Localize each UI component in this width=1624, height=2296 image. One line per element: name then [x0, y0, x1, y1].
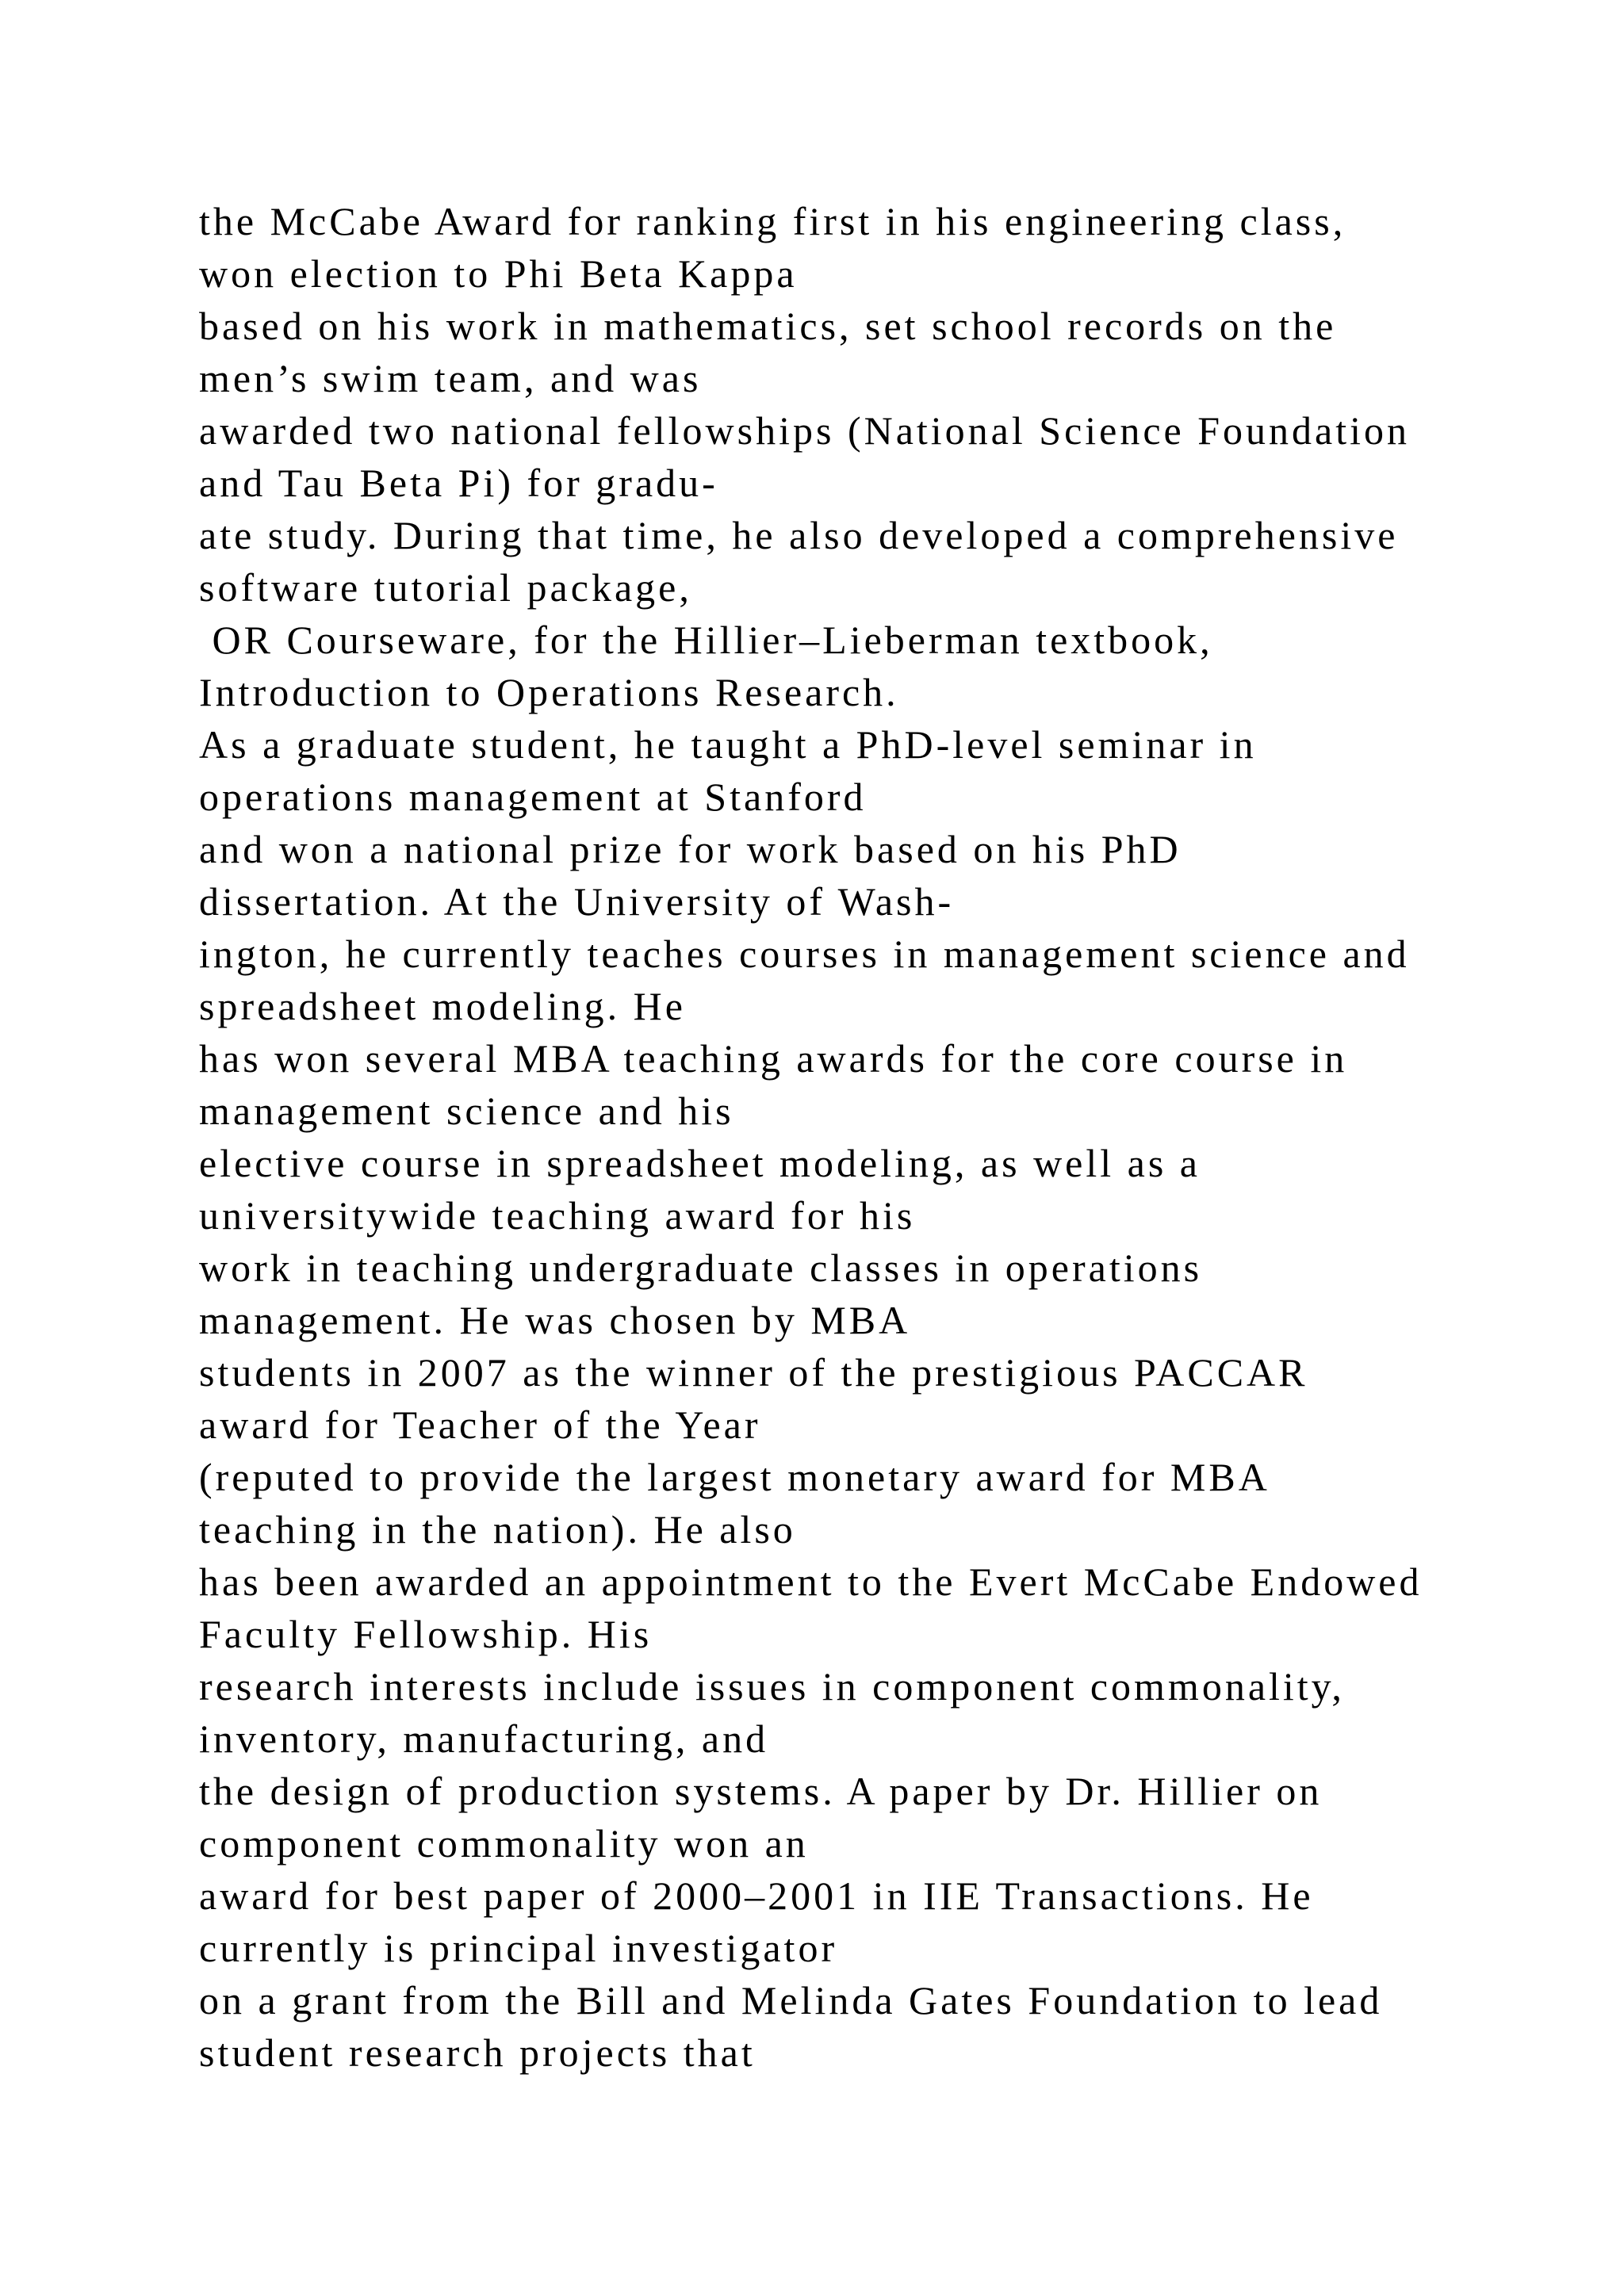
- text-line: inventory, manufacturing, and: [199, 1716, 769, 1761]
- text-line: men’s swim team, and was: [199, 356, 702, 400]
- text-line: student research projects that: [199, 2030, 756, 2075]
- text-line: research interests include issues in component commonality,: [199, 1664, 1345, 1709]
- text-line: students in 2007 as the winner of the prestigious PACCAR: [199, 1350, 1308, 1395]
- text-line: OR Courseware, for the Hillier–Lieberman textbook,: [199, 618, 1213, 662]
- text-line: won election to Phi Beta Kappa: [199, 251, 798, 296]
- text-line: management science and his: [199, 1089, 734, 1133]
- text-line: universitywide teaching award for his: [199, 1193, 916, 1238]
- text-line: (reputed to provide the largest monetary award for MBA: [199, 1455, 1270, 1499]
- text-line: teaching in the nation). He also: [199, 1507, 796, 1552]
- text-line: As a graduate student, he taught a PhD-level seminar in: [199, 722, 1257, 767]
- text-line: award for best paper of 2000–2001 in IIE Transactions. He: [199, 1873, 1314, 1918]
- text-line: ate study. During that time, he also developed a comprehensive: [199, 513, 1399, 557]
- text-line: has been awarded an appointment to the Evert McCabe Endowed: [199, 1559, 1423, 1604]
- text-line: elective course in spreadsheet modeling, as well as a: [199, 1141, 1201, 1185]
- text-line: and won a national prize for work based on his PhD: [199, 827, 1182, 871]
- text-line: based on his work in mathematics, set school records on the: [199, 304, 1337, 348]
- text-line: component commonality won an: [199, 1821, 809, 1866]
- text-line: Faculty Fellowship. His: [199, 1612, 653, 1656]
- text-line: award for Teacher of the Year: [199, 1402, 761, 1447]
- text-line: ington, he currently teaches courses in management science and: [199, 932, 1410, 976]
- text-line: the design of production systems. A paper by Dr. Hillier on: [199, 1769, 1323, 1813]
- text-line: dissertation. At the University of Wash-: [199, 879, 955, 924]
- body-text: [199, 195, 1579, 2079]
- text-line: Introduction to Operations Research.: [199, 670, 899, 714]
- text-line: operations management at Stanford: [199, 775, 867, 819]
- text-line: has won several MBA teaching awards for the core course in: [199, 1036, 1348, 1081]
- text-line: awarded two national fellowships (National Science Foundation: [199, 408, 1411, 453]
- text-line: and Tau Beta Pi) for gradu-: [199, 461, 718, 505]
- text-line: spreadsheet modeling. He: [199, 984, 686, 1028]
- text-line: the McCabe Award for ranking first in his engineering class,: [199, 199, 1346, 243]
- text-line: on a grant from the Bill and Melinda Gates Foundation to lead: [199, 1978, 1383, 2022]
- text-line: work in teaching undergraduate classes in operations: [199, 1246, 1203, 1290]
- text-line: software tutorial package,: [199, 565, 692, 610]
- text-line: currently is principal investigator: [199, 1926, 838, 1970]
- text-line: management. He was chosen by MBA: [199, 1298, 911, 1342]
